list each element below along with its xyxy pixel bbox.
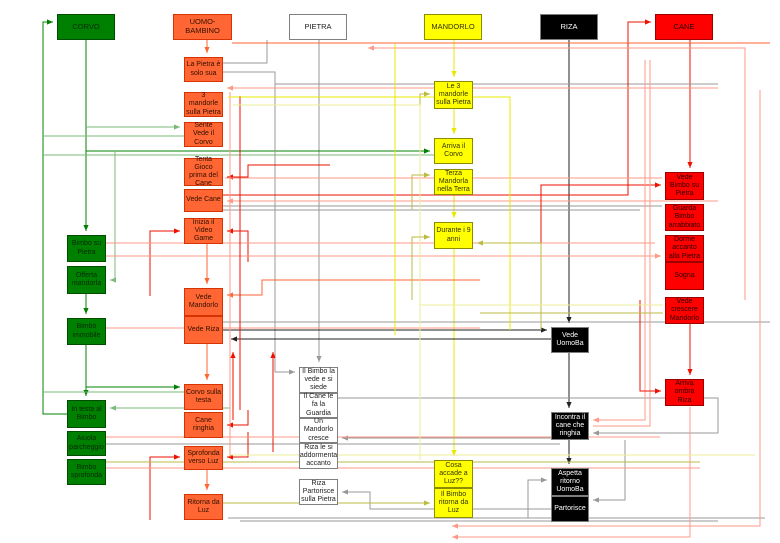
node-arriva-il-corvo[interactable]: Arriva il Corvo [434,138,473,164]
node-cosa-accade-a-luz[interactable]: Cosa accade a Luz?? [434,460,473,488]
header-riza[interactable]: RIZA [540,14,598,40]
node-sprofonda-verso-luz[interactable]: Sprofonda verso Luz [184,446,223,470]
node-inizia-il-video-game[interactable]: Inizia il Video Game [184,218,223,244]
node-vede-bimbo-su-pietra[interactable]: Vede Bimbo su Pietra [665,172,704,200]
node-cane-ringhia[interactable]: Cane ringhia [184,412,223,438]
node-corvo-sulla-testa[interactable]: Corvo sulla testa [184,384,223,410]
node-bimbo-sprofonda[interactable]: Bimbo sprofonda [67,459,106,485]
node-le-3-mandorle-sulla-pietra[interactable]: Le 3 mandorle sulla Pietra [434,81,473,109]
node-in-testa-al-bimbo[interactable]: In testa al Bimbo [67,400,106,428]
node-la-pietra-e-solo-sua[interactable]: La Pietra è solo sua [184,57,223,82]
header-mandorlo[interactable]: MANDORLO [424,14,482,40]
node-riza-le-si-addormenta-accanto[interactable]: Riza le si addormenta accanto [299,443,338,468]
node-durante-i-9-anni[interactable]: Durante i 9 anni [434,222,473,249]
node-vede-mandorlo[interactable]: Vede Mandorlo [184,288,223,316]
node-il-cane-le-fa-la-guardia[interactable]: Il Cane le fa la Guardia [299,393,338,418]
node-sogna[interactable]: Sogna [665,262,704,290]
node-il-bimbo-ritorna-da-luz[interactable]: Il Bimbo ritorna da Luz [434,488,473,518]
header-pietra[interactable]: PIETRA [289,14,347,40]
node-arriva-ombra-riza[interactable]: Arriva ombra Riza [665,379,704,406]
header-corvo[interactable]: CORVO [57,14,115,40]
node-bimbo-su-pietra[interactable]: Bimbo su Pietra [67,235,106,262]
node-aspetta-ritorno-uomoba[interactable]: Aspetta ritorno UomoBa [551,468,589,496]
node-sente-vede-il-corvo[interactable]: Sente Vede il Corvo [184,122,223,147]
node-partorisce[interactable]: Partorisce [551,496,589,522]
node-bimbo-immobile[interactable]: Bimbo immobile [67,318,106,345]
node-incontra-il-cane-che-ringhia[interactable]: Incontra il cane che ringhia [551,412,589,440]
node-vede-uomoba[interactable]: Vede UomoBa [551,327,589,353]
header-cane[interactable]: CANE [655,14,713,40]
node-vede-riza[interactable]: Vede Riza [184,316,223,344]
node-terza-mandorla-nella-terra[interactable]: Terza Mandorla nella Terra [434,169,473,195]
node-un-mandorlo-cresce[interactable]: Un Mandorlo cresce [299,418,338,443]
node-dorme-accanto-alla-pietra[interactable]: Dorme accanto alla Pietra [665,235,704,262]
node-vede-crescere-mandorlo[interactable]: Vede crescere Mandorlo [665,297,704,324]
node-tre-mandorle-sulla-pietra[interactable]: 3 mandorle sulla Pietra [184,92,223,117]
node-vede-cane[interactable]: Vede Cane [184,189,223,212]
node-ritorna-da-luz[interactable]: Ritorna da Luz [184,494,223,520]
node-il-bimbo-la-vede-e-si-siede[interactable]: Il Bimbo la vede e si siede [299,367,338,393]
header-uomo-bambino[interactable]: UOMO-BAMBINO [173,14,232,40]
node-tenta-gioco-prima-del-cane[interactable]: Tenta Gioco prima del Cane [184,158,223,186]
node-aiuola-parcheggio[interactable]: Aiuola parcheggio [67,431,106,456]
node-guarda-bimbo-arrabbiato[interactable]: Guarda Bimbo arrabbiato [665,204,704,231]
node-riza-partorisce-sulla-pietra[interactable]: Riza Partorisce sulla Pietra [299,479,338,505]
node-offerta-mandorla[interactable]: Offerta mandorla [67,266,106,294]
